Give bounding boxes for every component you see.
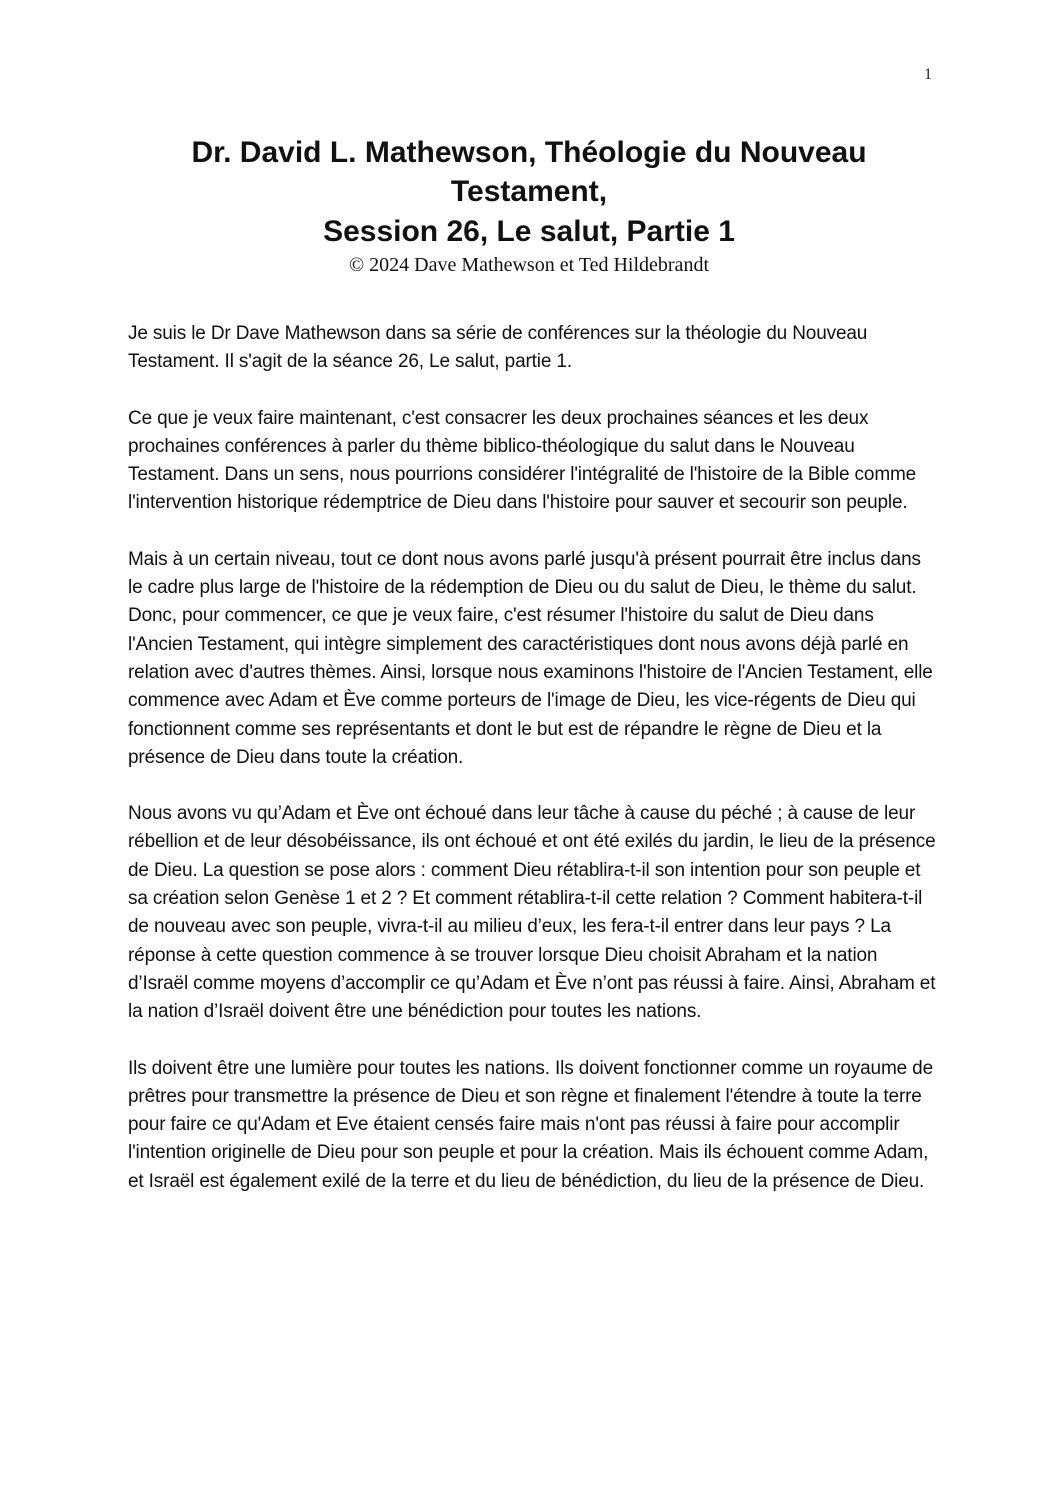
document-header [100, 133, 958, 278]
paragraph-1: Je suis le Dr Dave Mathewson dans sa série de conférences sur la théologie du Nouveau Testament. Il s'agit de la séance 26, Le salut, partie 1. [128, 323, 868, 373]
paragraph-2: Ce que je veux faire maintenant, c'est consacrer les deux prochaines séances et les deux prochaines conférences à parler du thème biblico-théologique du salut dans le Nouveau Testament. Dans un sens, nous pourrions considérer l'intégralité de l'histoire de la Bible comme l'intervention historique rédemptrice de Dieu dans l'histoire pour sauver et secourir son peuple. [128, 407, 917, 514]
copyright-notice: © 2024 Dave Mathewson et Ted Hildebrandt [348, 254, 709, 276]
paragraph-4: Nous avons vu qu’Adam et Ève ont échoué dans leur tâche à cause du péché ; à cause de leur rébellion et de leur désobéissance, ils ont échoué et ont été exilés du jardin, le lieu de la présence de Dieu. La question se pose alors : comment Dieu rétablira-t-il son intention pour son peuple et sa création selon Genèse 1 et 2 ? Et comment rétablira-t-il cette relation ? Comment habitera-t-il de nouveau avec son peuple, vivra-t-il au milieu d’eux, les fera-t-il entrer dans leur pays ? La réponse à cette question commence à se trouver lorsque Dieu choisit Abraham et la nation d’Israël comme moyens d’accomplir ce qu’Adam et Ève n’ont pas réussi à faire. Ainsi, Abraham et la nation d’Israël doivent être une bénédiction pour toutes les nations. [128, 803, 936, 1023]
paragraph-5: Ils doivent être une lumière pour toutes les nations. Ils doivent fonctionner comme un royaume de prêtres pour transmettre la présence de Dieu et son règne et finalement l'étendre à toute la terre pour faire ce qu'Adam et Eve étaient censés faire mais n'ont pas réussi à faire pour accomplir l'intention originelle de Dieu pour son peuple et pour la création. Mais ils échouent comme Adam, et Israël est également exilé de la terre et du lieu de bénédiction, du lieu de la présence de Dieu. [128, 1057, 934, 1192]
session-title: Session 26, Le salut, Partie 1 [323, 215, 735, 248]
page-number: 1 [924, 66, 932, 83]
paragraph-3: Mais à un certain niveau, tout ce dont nous avons parlé jusqu'à présent pourrait être inclus dans le cadre plus large de l'histoire de la rédemption de Dieu ou du salut de Dieu, le thème du salut. Donc, pour commencer, ce que je veux faire, c'est résumer l'histoire du salut de Dieu dans l'Ancien Testament, qui intègre simplement des caractéristiques dont nous avons déjà parlé en relation avec d'autres thèmes. Ainsi, lorsque nous examinons l'histoire de l'Ancien Testament, elle commence avec Adam et Ève comme porteurs de l'image de Dieu, les vice-régents de Dieu qui fonctionnent comme ses représentants et dont le but est de répandre le règne de Dieu et la présence de Dieu dans toute la création. [128, 548, 933, 768]
title-line-1: Dr. David L. Mathewson, Théologie du Nouveau [191, 136, 867, 169]
title-line-2: Testament, [450, 175, 608, 208]
document-body [128, 320, 938, 1224]
